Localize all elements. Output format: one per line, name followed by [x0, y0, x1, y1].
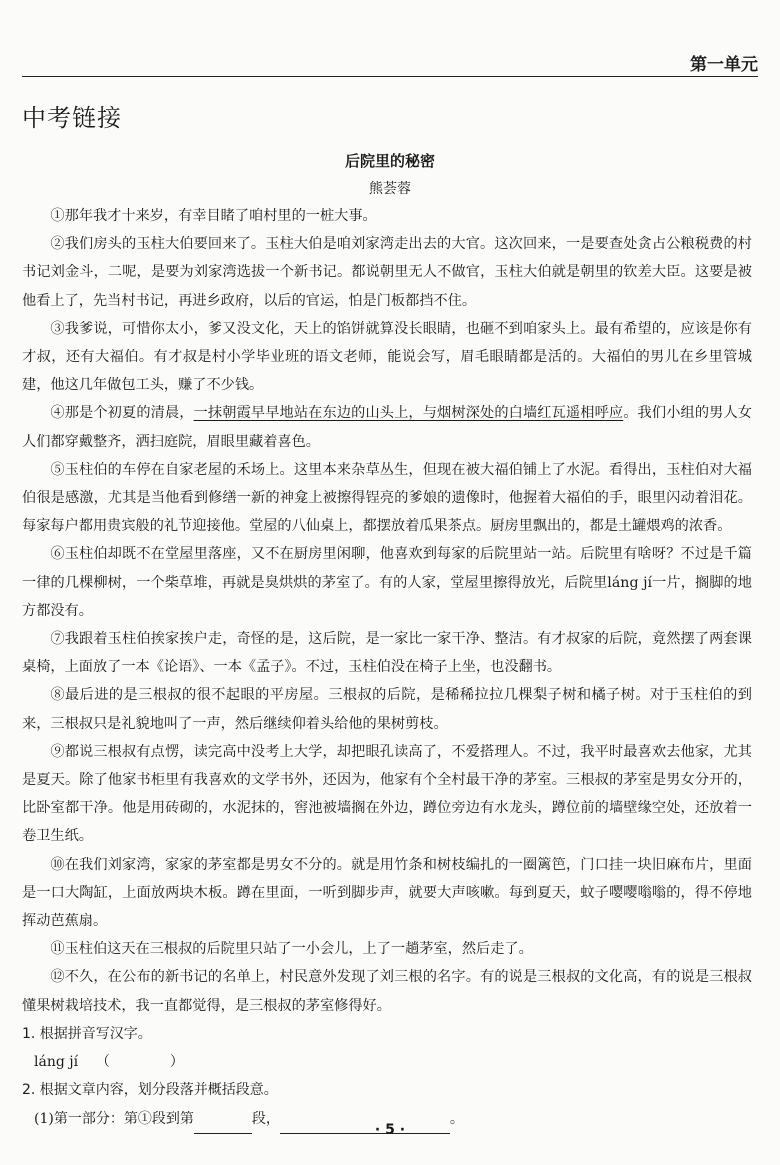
question-2: 2. 根据文章内容，划分段落并概括段意。	[22, 1082, 278, 1099]
paragraph-6: ⑥玉柱伯却既不在堂屋里落座，又不在厨房里闲聊，他喜欢到每家的后院里站一站。后院里有啥呀？不过是千篇一律的几棵柳树，一个柴草堆，再就是臭烘烘的茅室了。有的人家，堂屋里擦得放光，后院里láng jí一片，搁脚的地方都没有。	[22, 546, 752, 619]
pinyin-prompt: láng jí	[34, 1054, 79, 1071]
underlined-sentence: 一抹朝霞早早地站在东边的山头上，与烟树深处的白墙红瓦遥相呼应	[193, 405, 624, 422]
paragraph-5: ⑤玉柱伯的车停在自家老屋的禾场上。这里本来杂草丛生，但现在被大福伯铺上了水泥。看得出，玉柱伯对大福伯很是感激，尤其是当他看到修缮一新的神龛上被擦得锃亮的爹娘的遗像时，他握着大福伯的手，眼里闪动着泪花。每家每户都用贵宾般的礼节迎接他。堂屋的八仙桌上，都摆放着瓜果茶点。厨房里飘出的，都是土罐煨鸡的浓香。	[22, 461, 752, 535]
paragraph-8: ⑧最后进的是三根叔的很不起眼的平房屋。三根叔的后院，是稀稀拉拉几棵梨子树和橘子树。对于玉柱伯的到来，三根叔只是礼貌地叫了一声，然后继续仰着头给他的果树剪枝。	[22, 687, 752, 732]
section-title: 中考链接	[22, 104, 122, 132]
paragraph-4	[22, 399, 752, 455]
unit-label: 第一单元	[690, 55, 758, 75]
paragraph-2: ②我们房头的玉柱大伯要回来了。玉柱大伯是咱刘家湾走出去的大官。这次回来，一是要查处贪占公粮税费的村书记刘金斗，二呢，是要为刘家湾选拔一个新书记。都说朝里无人不做官，玉柱大伯就是朝里的钦差大臣。这要是被他看上了，先当村书记，再进乡政府，以后的官运，怕是门板都挡不住。	[22, 236, 752, 309]
paragraph-4-end: 。我们小组的男人女人们都穿戴整齐，洒扫庭院，眉眼里藏着喜色。	[22, 405, 752, 450]
paragraph-9: ⑨都说三根叔有点愣，读完高中没考上大学，却把眼孔读高了，不爱搭理人。不过，我平时最喜欢去他家，尤其是夏天。除了他家书柜里有我喜欢的文学书外，还因为，他家有个全村最干净的茅室。三根叔的茅室是男女分开的，比卧室都干净。他是用砖砌的，水泥抹的，窖池被墙搁在外边，蹲位旁边有水龙头，蹲位前的墙壁缘空处，还放着一卷卫生纸。	[22, 743, 752, 845]
question-1: 1. 根据拼音写汉字。	[22, 1025, 152, 1042]
article-title: 后院里的秘密	[344, 152, 435, 170]
part-1-middle: 段，	[251, 1110, 280, 1127]
paragraph-11: ⑪玉柱伯这天在三根叔的后院里只站了一小会儿，上了一趟茅室，然后走了。	[50, 941, 533, 958]
paragraph-10: ⑩在我们刘家湾，家家的茅室都是男女不分的。就是用竹条和树枝编扎的一圈篱笆，门口挂一块旧麻布片，里面是一口大陶缸，上面放两块木板。蹲在里面，一听到脚步声，就要大声咳嗽。每到夏天，蚊子嘤嘤嗡嗡的，得不停地挥动芭蕉扇。	[22, 856, 752, 930]
paragraph-12: ⑫不久，在公布的新书记的名单上，村民意外发现了刘三根的名字。有的说是三根叔的文化高，有的说是三根叔懂果树栽培技术，我一直都觉得，是三根叔的茅室修得好。	[22, 969, 752, 1014]
part-1-end: 。	[449, 1110, 464, 1127]
paragraph-3: ③我爹说，可惜你太小，爹又没文化，天上的馅饼就算没长眼睛，也砸不到咱家头上。最有希望的，应该是你有才叔，还有大福伯。有才叔是村小学毕业班的语文老师，能说会写，眉毛眼睛都是活的。大福伯的男儿在乡里管城建，他这几年做包工头，赚了不少钱。	[22, 320, 752, 394]
paren-open: （	[95, 1054, 110, 1071]
paragraph-4-start: ④那是个初夏的清晨，	[50, 405, 194, 422]
part-1-prefix: (1)第一部分：第①段到第	[34, 1110, 194, 1127]
paragraph-7: ⑦我跟着玉柱伯挨家挨户走，奇怪的是，这后院，是一家比一家干净、整洁。有才叔家的后院，竟然摆了两套课桌椅，上面放了一本《论语》、一本《孟子》。不过，玉柱伯没在椅子上坐，也没翻书。	[22, 631, 752, 676]
page-header	[22, 44, 758, 77]
page-number: · 5 ·	[374, 1122, 406, 1138]
question-1-answer-line	[34, 1048, 752, 1076]
article-body	[22, 202, 752, 1134]
paren-close: ）	[169, 1054, 184, 1071]
paragraph-1: ①那年我才十来岁，有幸目睹了咱村里的一桩大事。	[50, 208, 377, 224]
article-author: 熊荟蓉	[369, 181, 411, 197]
